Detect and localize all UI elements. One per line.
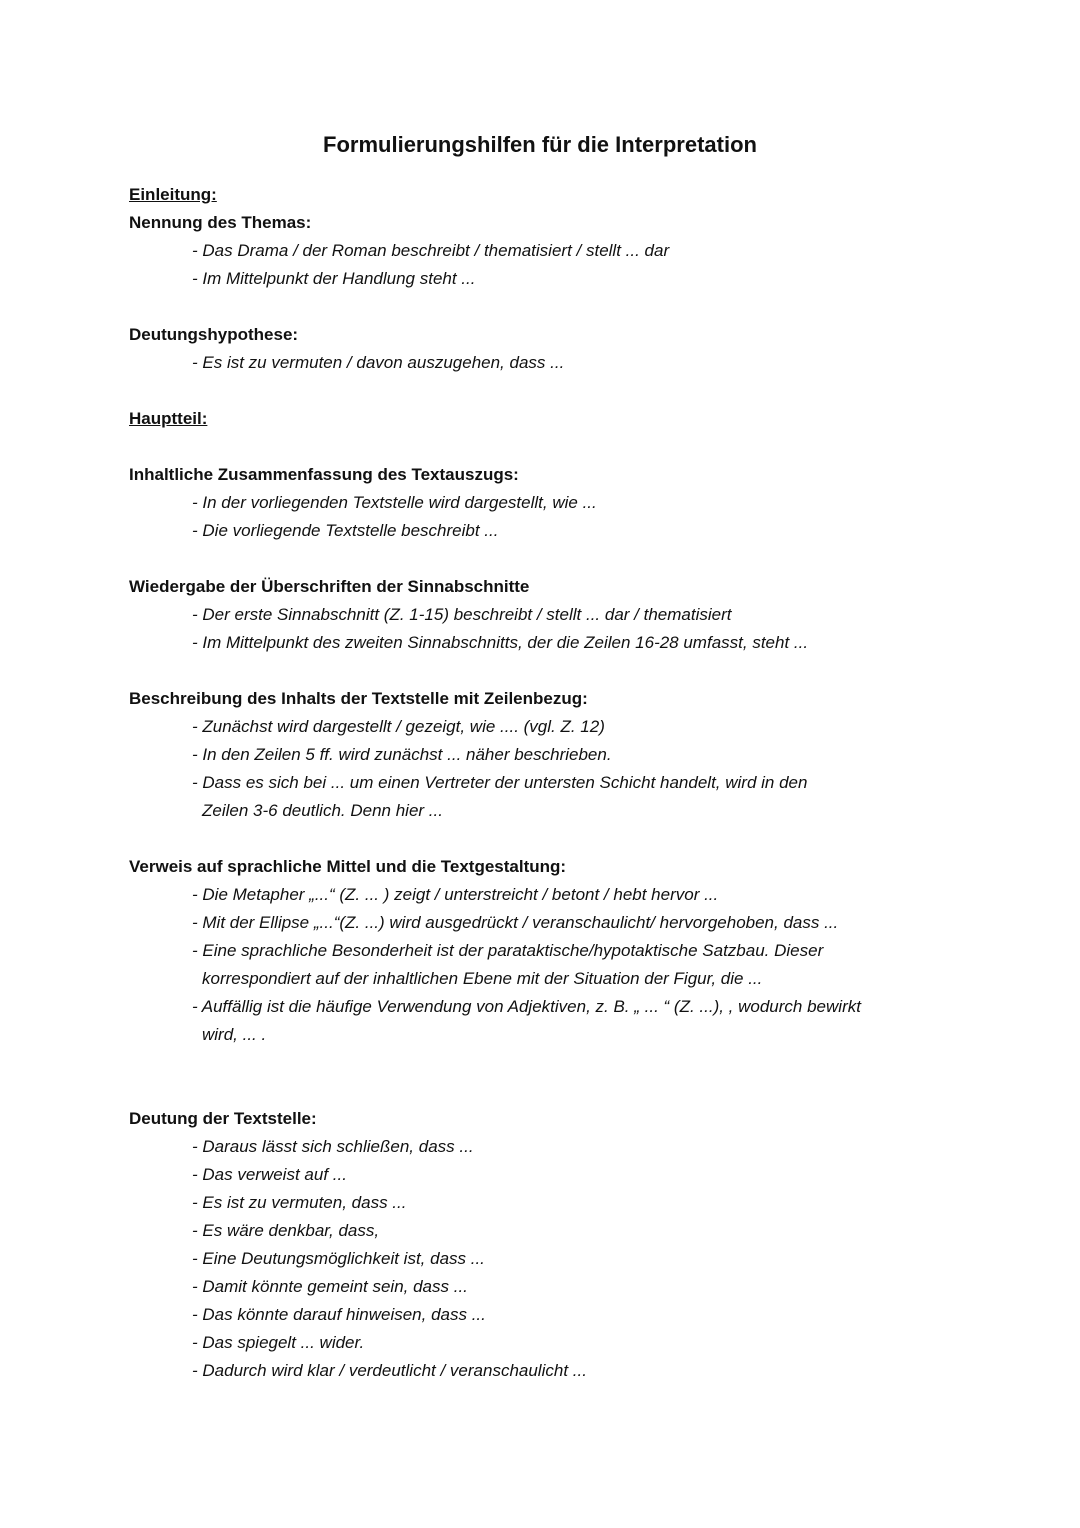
list-item: - Dass es sich bei ... um einen Vertreter der untersten Schicht handelt, wird in den [192,773,808,792]
list-item: - Es ist zu vermuten / davon auszugehen, dass ... [192,353,565,372]
heading-beschreibung-inhalt: Beschreibung des Inhalts der Textstelle mit Zeilenbezug: [129,689,588,708]
list-item: - Eine sprachliche Besonderheit ist der parataktische/hypotaktische Satzbau. Dieser [192,941,824,960]
list-item: - Mit der Ellipse „...“(Z. ...) wird ausgedrückt / veranschaulicht/ hervorgehoben, dass ... [192,913,839,932]
heading-deutungshypothese: Deutungshypothese: [129,325,299,344]
list-item: - Damit könnte gemeint sein, dass ... [192,1277,468,1296]
list-item: - In den Zeilen 5 ff. wird zunächst ... näher beschrieben. [192,745,612,764]
heading-inhaltliche-zusammenfassung: Inhaltliche Zusammenfassung des Textauszugs: [129,465,519,484]
list-item: - Es ist zu vermuten, dass ... [192,1193,407,1212]
page-title: Formulierungshilfen für die Interpretation [323,132,757,157]
list-item: - Das Drama / der Roman beschreibt / thematisiert / stellt ... dar [192,241,670,260]
list-item-continuation: korrespondiert auf der inhaltlichen Ebene mit der Situation der Figur, die ... [202,969,763,988]
list-item: - Zunächst wird dargestellt / gezeigt, wie .... (vgl. Z. 12) [192,717,605,736]
list-item: - Das spiegelt ... wider. [192,1333,365,1352]
heading-nennung-des-themas: Nennung des Themas: [129,213,312,232]
section-label-hauptteil: Hauptteil: [129,409,208,428]
list-item: - Auffällig ist die häufige Verwendung von Adjektiven, z. B. „ ... “ (Z. ...), , wodurch bewirkt [192,997,861,1016]
list-item: - Das könnte darauf hinweisen, dass ... [192,1305,486,1324]
list-item: - Es wäre denkbar, dass, [192,1221,380,1240]
list-item: - Eine Deutungsmöglichkeit ist, dass ... [192,1249,485,1268]
section-label-einleitung: Einleitung: [129,185,217,204]
heading-deutung-textstelle: Deutung der Textstelle: [129,1109,317,1128]
list-item: - Der erste Sinnabschnitt (Z. 1-15) beschreibt / stellt ... dar / thematisiert [192,605,732,624]
list-item: - Dadurch wird klar / verdeutlicht / veranschaulicht ... [192,1361,587,1380]
list-item: - Die vorliegende Textstelle beschreibt ... [192,521,499,540]
list-item-continuation: Zeilen 3-6 deutlich. Denn hier ... [202,801,443,820]
list-item: - Im Mittelpunkt der Handlung steht ... [192,269,476,288]
heading-wiedergabe-ueberschriften: Wiedergabe der Überschriften der Sinnabschnitte [129,577,530,596]
list-item: - In der vorliegenden Textstelle wird dargestellt, wie ... [192,493,597,512]
list-item: - Die Metapher „...“ (Z. ... ) zeigt / unterstreicht / betont / hebt hervor ... [192,885,719,904]
heading-sprachliche-mittel: Verweis auf sprachliche Mittel und die Textgestaltung: [129,857,567,876]
list-item: - Im Mittelpunkt des zweiten Sinnabschnitts, der die Zeilen 16-28 umfasst, steht ... [192,633,809,652]
list-item: - Das verweist auf ... [192,1165,347,1184]
list-item-continuation: wird, ... . [202,1025,267,1044]
list-item: - Daraus lässt sich schließen, dass ... [192,1137,474,1156]
